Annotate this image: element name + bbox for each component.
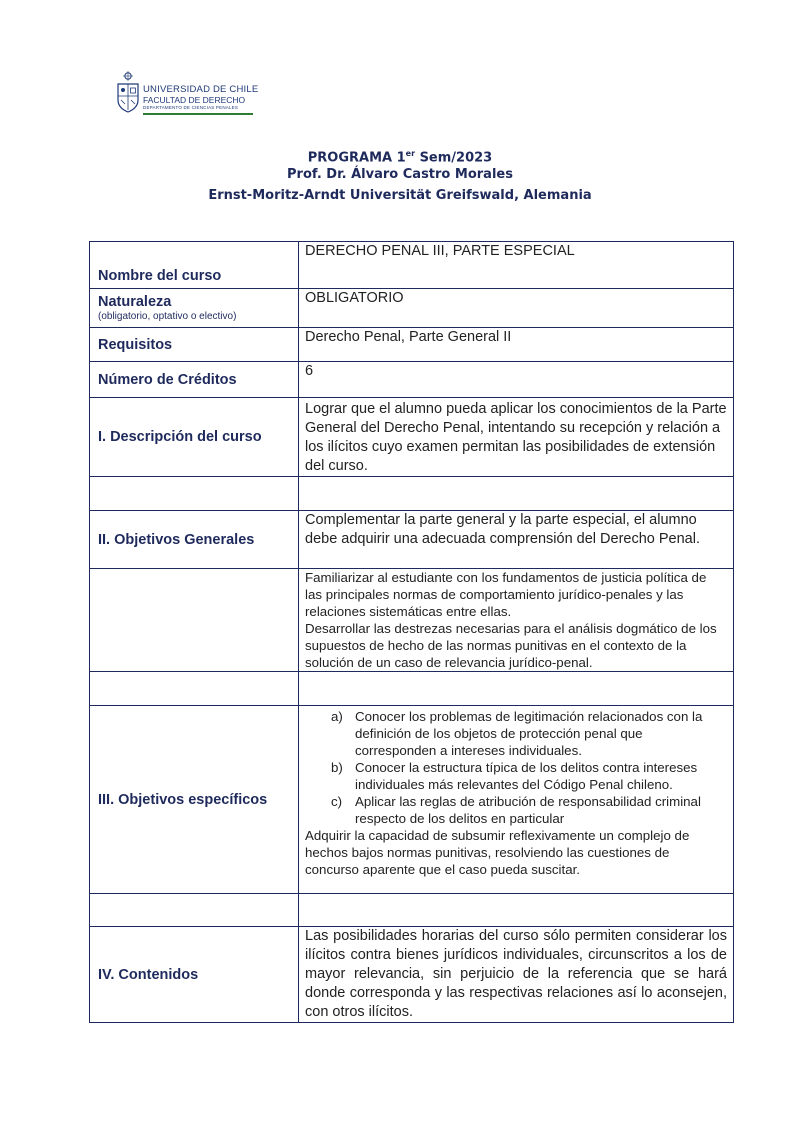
department-name: DEPARTAMENTO DE CIENCIAS PENALES xyxy=(143,105,239,110)
nature-value: OBLIGATORIO xyxy=(299,289,734,328)
table-row-empty xyxy=(90,477,734,511)
contents-value: Las posibilidades horarias del curso sólo permiten considerar los ilícitos contra bienes jurídicos individuales, circunscritos a los de mayor relevancia, sin perjuicio de la referencia que se hará donde corresponda y las respectivas relaciones así lo aconsejen, con otros ilícitos. xyxy=(299,927,734,1023)
general-objectives-extra-2: Desarrollar las destrezas necesarias para el análisis dogmático de los supuestos de hecho de las normas punitivas en el contexto de la solución de un caso de relevancia jurídico-penal. xyxy=(305,621,717,670)
requirements-value: Derecho Penal, Parte General II xyxy=(299,328,734,362)
table-row-credits xyxy=(90,362,734,398)
table-row-specific-objectives xyxy=(90,706,734,894)
table-row-requirements xyxy=(90,328,734,362)
institution-name: Ernst-Moritz-Arndt Universität Greifswald, Alemania xyxy=(208,188,592,203)
contents-label: IV. Contenidos xyxy=(90,927,299,1023)
document-header xyxy=(0,143,800,206)
faculty-name: FACULTAD DE DERECHO xyxy=(143,95,246,105)
requirements-label: Requisitos xyxy=(90,328,299,362)
table-row-general-objectives xyxy=(90,511,734,569)
university-name: UNIVERSIDAD DE CHILE xyxy=(143,84,259,95)
general-objectives-value: Complementar la parte general y la parte especial, el alumno debe adquirir una adecuada comprensión del Derecho Penal. xyxy=(299,511,734,569)
general-objectives-label: II. Objetivos Generales xyxy=(90,511,299,569)
course-name-value: DERECHO PENAL III, PARTE ESPECIAL xyxy=(299,242,734,289)
specific-objectives-cell xyxy=(299,706,734,894)
specific-objectives-label: III. Objetivos específicos xyxy=(90,706,299,894)
description-label: I. Descripción del curso xyxy=(90,398,299,477)
university-logo xyxy=(113,70,259,118)
table-row-empty xyxy=(90,672,734,706)
university-crest-icon xyxy=(113,70,143,114)
table-row-course-name xyxy=(90,242,734,289)
nature-sublabel: (obligatorio, optativo o electivo) xyxy=(98,311,237,322)
table-row-contents xyxy=(90,927,734,1023)
list-item: c) Aplicar las reglas de atribución de responsabilidad criminal respecto de los delitos en particular xyxy=(331,794,701,826)
general-objectives-extra-1: Familiarizar al estudiante con los fundamentos de justicia política de las principales normas de comportamiento jurídico-penales y las relaciones sistemáticas entre ellas. xyxy=(305,570,707,619)
specific-objectives-list xyxy=(305,708,727,827)
general-objectives-extra-cell xyxy=(299,569,734,672)
credits-value: 6 xyxy=(299,362,734,398)
nature-label-cell xyxy=(90,289,299,328)
specific-objectives-closing: Adquirir la capacidad de subsumir reflexivamente un complejo de hechos bajos normas punitivas, resolviendo las cuestiones de concurso aparente que el caso pueda suscitar. xyxy=(305,828,690,877)
course-program-table xyxy=(89,241,734,1023)
table-row-description xyxy=(90,398,734,477)
program-title: PROGRAMA 1er Sem/2023 xyxy=(307,149,493,166)
credits-label: Número de Créditos xyxy=(90,362,299,398)
course-name-label: Nombre del curso xyxy=(90,242,299,289)
table-row-nature xyxy=(90,289,734,328)
professor-name: Prof. Dr. Álvaro Castro Morales xyxy=(287,167,513,182)
table-row-empty xyxy=(90,894,734,927)
logo-underline xyxy=(143,113,253,115)
table-row-general-objectives-extra xyxy=(90,569,734,672)
description-value: Lograr que el alumno pueda aplicar los conocimientos de la Parte General del Derecho Penal, intentando su recepción y relación a los ilícitos cuyo examen permitan las posibilidades de extensión del curso. xyxy=(299,398,734,477)
nature-label: Naturaleza xyxy=(98,294,172,310)
list-item: a) Conocer los problemas de legitimación relacionados con la definición de los objetos de protección penal que corresponden a intereses individuales. xyxy=(331,709,703,758)
list-item: b) Conocer la estructura típica de los delitos contra intereses individuales más relevantes del Código Penal chileno. xyxy=(331,760,698,792)
